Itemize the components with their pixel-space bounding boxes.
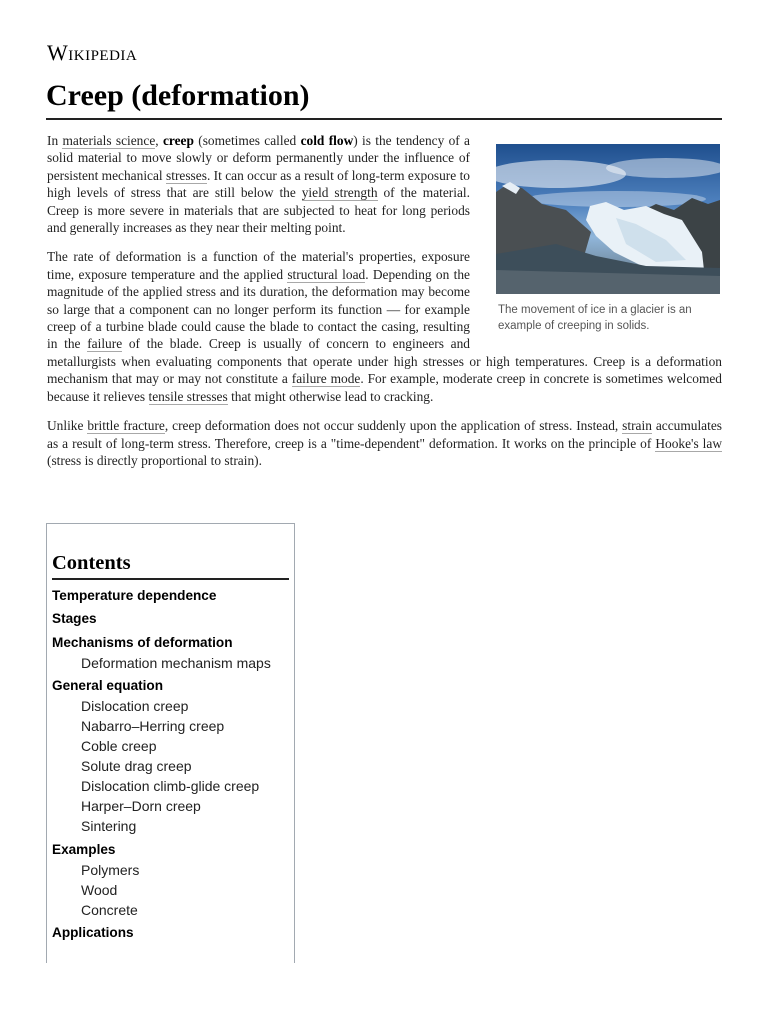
link-stresses[interactable]: stresses bbox=[166, 167, 207, 183]
text: Unlike bbox=[47, 418, 88, 434]
glacier-image[interactable] bbox=[496, 144, 720, 294]
article-body bbox=[47, 132, 722, 481]
link-hookes-law[interactable]: Hooke's law bbox=[655, 435, 722, 451]
link-failure[interactable]: failure bbox=[87, 336, 123, 352]
text: that might otherwise lead to cracking. bbox=[227, 388, 434, 404]
toc-item-coble-creep[interactable]: Coble creep bbox=[81, 738, 157, 755]
text: . Depending on the magnitude of the applied stress and its duration, the deformation may become so large that a component can no longer perform its function — for example creep of a turbine blade could cause the blade to contact the casing, resulting in the bbox=[47, 266, 470, 352]
toc-item-mechanisms[interactable]: Mechanisms of deformation bbox=[52, 634, 233, 650]
text: (sometimes called bbox=[193, 133, 301, 148]
toc-item-sintering[interactable]: Sintering bbox=[81, 818, 137, 835]
link-failure-mode[interactable]: failure mode bbox=[291, 371, 361, 387]
text: . It can occur as a result of long-term exposure to high levels of stress that are still below the bbox=[47, 167, 470, 201]
term-cold-flow: cold flow bbox=[300, 133, 354, 148]
toc-item-examples[interactable]: Examples bbox=[52, 841, 116, 857]
link-brittle-fracture[interactable]: brittle fracture bbox=[87, 418, 165, 434]
link-yield-strength[interactable]: yield strength bbox=[301, 185, 378, 201]
toc-item-climb-glide[interactable]: Dislocation climb-glide creep bbox=[81, 778, 260, 795]
link-structural-load[interactable]: structural load bbox=[287, 266, 366, 282]
toc-item-solute-drag[interactable]: Solute drag creep bbox=[81, 758, 192, 775]
text: (stress is directly proportional to strain). bbox=[47, 452, 262, 468]
paragraph-brittle bbox=[47, 417, 722, 469]
toc-title: Contents bbox=[52, 550, 289, 580]
toc-item-polymers[interactable]: Polymers bbox=[81, 861, 140, 878]
toc-item-applications[interactable]: Applications bbox=[52, 924, 134, 940]
link-strain[interactable]: strain bbox=[622, 418, 652, 434]
link-tensile-stresses[interactable]: tensile stresses bbox=[148, 388, 228, 404]
toc-item-harper-dorn[interactable]: Harper–Dorn creep bbox=[81, 798, 201, 815]
page-title: Creep (deformation) bbox=[46, 78, 722, 120]
figure-caption: The movement of ice in a glacier is an example of creeping in solids. bbox=[498, 304, 692, 332]
toc-item-stages[interactable]: Stages bbox=[52, 611, 97, 627]
table-of-contents bbox=[46, 523, 295, 963]
wikipedia-logo[interactable] bbox=[47, 40, 137, 66]
text: . For example, moderate creep in concrete is sometimes welcomed because it relieves bbox=[47, 371, 722, 404]
toc-item-concrete[interactable]: Concrete bbox=[81, 901, 138, 918]
text: of the material. Creep is more severe in materials that are subjected to heat for long periods and generally increases as they near their melting point. bbox=[47, 185, 470, 236]
toc-item-dislocation-creep[interactable]: Dislocation creep bbox=[81, 698, 189, 715]
link-materials-science[interactable]: materials science bbox=[62, 133, 156, 148]
toc-item-deformation-maps[interactable]: Deformation mechanism maps bbox=[81, 654, 271, 671]
text: of the blade. Creep is usually of concern to engineers and metallurgists when evaluating components that operate under high stresses or high temperatures. Creep is a deformation mechanism that may or may not constitute a bbox=[47, 336, 722, 387]
toc-item-wood[interactable]: Wood bbox=[81, 881, 118, 898]
glacier-illustration bbox=[496, 144, 720, 294]
toc-list bbox=[52, 586, 289, 943]
text: , bbox=[155, 133, 163, 148]
term-creep: creep bbox=[162, 133, 194, 148]
toc-item-general-equation[interactable]: General equation bbox=[52, 678, 164, 694]
toc-item-nabarro-herring[interactable]: Nabarro–Herring creep bbox=[81, 718, 225, 735]
text: In bbox=[47, 133, 63, 148]
glacier-figure bbox=[496, 144, 722, 334]
text: ) is the tendency of a solid material to move slowly or deform permanently under the influence of persistent mechanical bbox=[47, 133, 470, 183]
text: The rate of deformation is a function of the material's properties, exposure time, exposure temperature and the applied bbox=[47, 249, 470, 282]
text: accumulates as a result of long-term stress. Therefore, creep is a "time-dependent" deformation. It works on the principle of bbox=[47, 418, 722, 451]
toc-item-temperature-dependence[interactable]: Temperature dependence bbox=[52, 588, 217, 603]
wikipedia-logo-text: Wikipedia bbox=[47, 40, 138, 65]
text: , creep deformation does not occur suddenly upon the application of stress. Instead, bbox=[164, 418, 623, 434]
